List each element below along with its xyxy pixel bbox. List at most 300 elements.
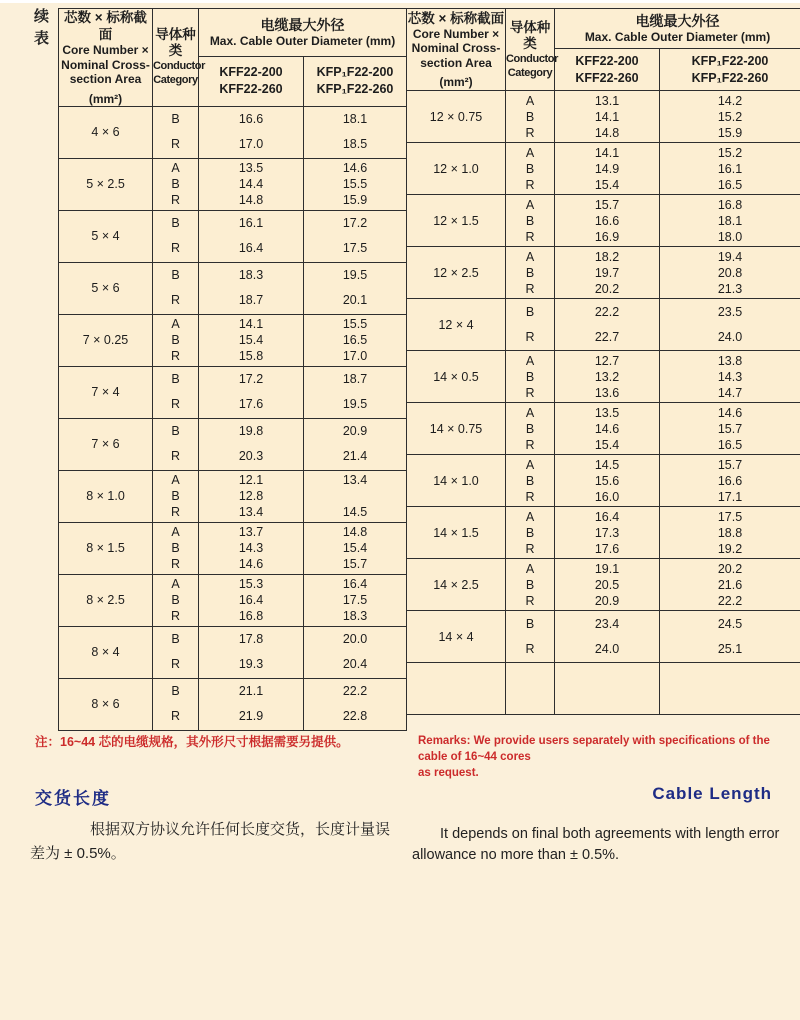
- conductor-cell-line: B: [171, 372, 180, 386]
- conductor-cell-line: A: [171, 525, 180, 539]
- kfp-value-cell-line: 17.5: [342, 593, 368, 607]
- kfp-value-cell-line: 17.5: [717, 509, 743, 524]
- kff-value-cell-line: 21.1: [238, 684, 264, 698]
- conductor-cell: [506, 351, 555, 403]
- spec-cell: 12 × 1.0: [407, 143, 506, 195]
- kfp-value-cell-line: 18.8: [717, 525, 743, 540]
- kfp-model-2: KFP₁F22-260: [691, 70, 769, 85]
- conductor-cell-line: B: [171, 112, 180, 126]
- table-row: [407, 247, 800, 299]
- conductor-cell-line: B: [171, 268, 180, 282]
- kfp-value-cell: [660, 663, 800, 715]
- conductor-cell-line: B: [525, 525, 535, 540]
- table-header-right: [407, 9, 800, 91]
- kff-value-cell-line: 15.3: [238, 577, 264, 591]
- spec-cell: 14 × 1.5: [407, 507, 506, 559]
- section-title-chinese: 交货长度: [35, 789, 111, 808]
- conductor-cell-line: R: [170, 557, 181, 571]
- conductor-cell-line: B: [171, 177, 180, 191]
- kfp-value-cell: [304, 522, 407, 574]
- kfp-value-cell-line: 16.5: [717, 437, 743, 452]
- kff-value-cell-line: 14.3: [238, 541, 264, 555]
- kff-value-cell: [199, 210, 304, 262]
- conductor-cell-line: R: [170, 137, 181, 151]
- table-row: [407, 143, 800, 195]
- kfp-value-cell-line: 16.4: [342, 577, 368, 591]
- conductor-cell-line: A: [171, 473, 180, 487]
- spec-header: [59, 9, 153, 107]
- kfp-value-cell-line: 15.7: [717, 421, 743, 436]
- kff-value-cell-line: 15.8: [238, 349, 264, 363]
- conductor-cell-line: R: [170, 609, 181, 623]
- spec-header-en-3: section Area: [420, 55, 492, 70]
- kff-value-cell-line: 16.8: [238, 609, 264, 623]
- kff-value-cell-line: 13.5: [238, 161, 264, 175]
- kff-value-cell-line: 19.1: [594, 561, 620, 576]
- kff-value-cell: [199, 106, 304, 158]
- kff-value-cell-line: 15.4: [594, 437, 620, 452]
- kff-value-cell-line: 16.9: [594, 229, 620, 244]
- spec-header-en-2: Nominal Cross-: [61, 57, 150, 72]
- spec-cell: 8 × 1.0: [59, 470, 153, 522]
- kfp-value-cell-line: 20.8: [717, 265, 743, 280]
- kff-value-cell-line: 12.1: [238, 473, 264, 487]
- kff-value-cell-line: 16.6: [594, 213, 620, 228]
- conductor-cell-line: A: [525, 249, 535, 264]
- continued-char-2: 表: [34, 30, 50, 47]
- conductor-cell: [506, 299, 555, 351]
- kfp-value-cell: [304, 314, 407, 366]
- kfp-value-cell-line: 15.7: [717, 457, 743, 472]
- conductor-cell: [506, 195, 555, 247]
- conductor-cell-line: R: [525, 281, 535, 296]
- conductor-header-en-2: Category: [507, 66, 553, 79]
- table-row: [407, 351, 800, 403]
- conductor-cell-line: B: [525, 577, 535, 592]
- conductor-cell-line: R: [525, 437, 535, 452]
- conductor-cell-line: R: [525, 489, 535, 504]
- kfp-value-cell: [660, 559, 800, 611]
- conductor-cell-line: B: [171, 424, 180, 438]
- conductor-cell-line: R: [170, 397, 181, 411]
- table-row: [59, 626, 407, 678]
- conductor-cell-line: B: [525, 304, 535, 319]
- kfp-value-cell: [304, 262, 407, 314]
- cable-spec-table-right: [406, 8, 800, 715]
- kff-value-cell-line: 12.7: [594, 353, 620, 368]
- kfp-value-cell-line: 19.5: [342, 397, 368, 411]
- conductor-cell: [153, 210, 199, 262]
- section-body-chinese: 根据双方协议允许任何长度交货，长度计量误差为 ± 0.5%。: [30, 821, 391, 862]
- kfp-value-cell: [660, 403, 800, 455]
- kfp-model-2: KFP₁F22-260: [316, 82, 394, 97]
- spec-cell: [407, 663, 506, 715]
- kfp-value-cell-line: 15.2: [717, 145, 743, 160]
- kfp-value-cell: [304, 626, 407, 678]
- conductor-header-zh-1: 导体种: [509, 19, 551, 35]
- note-english: [418, 733, 790, 781]
- kfp-value-cell-line: 17.5: [342, 241, 368, 255]
- spec-cell: 8 × 6: [59, 678, 153, 730]
- table-header-left: [59, 9, 407, 107]
- kff-value-cell: [555, 299, 660, 351]
- kff-value-cell-line: 23.4: [594, 616, 620, 631]
- conductor-cell-line: A: [525, 353, 535, 368]
- kfp-value-cell: [660, 455, 800, 507]
- kfp-value-cell-line: 14.3: [717, 369, 743, 384]
- kff-value-cell: [555, 143, 660, 195]
- kfp-value-cell: [660, 91, 800, 143]
- spec-header: [407, 9, 506, 91]
- table-row: [407, 195, 800, 247]
- kfp-value-cell: [304, 678, 407, 730]
- conductor-cell: [153, 574, 199, 626]
- conductor-cell-line: B: [525, 109, 535, 124]
- kff-value-cell: [199, 366, 304, 418]
- conductor-cell-line: R: [525, 329, 535, 344]
- kfp-model-1: KFP₁F22-200: [316, 65, 394, 80]
- kfp-value-cell-line: 16.5: [717, 177, 743, 192]
- kfp-value-cell-line: 17.2: [342, 216, 368, 230]
- kff-value-cell-line: 20.9: [594, 593, 620, 608]
- kfp-model-1: KFP₁F22-200: [691, 53, 769, 68]
- kff-value-cell-line: 15.7: [594, 197, 620, 212]
- note-english-line-1: Remarks: We provide users separately with specifications of the cable of 16~44 cores: [418, 735, 770, 763]
- diameter-header-zh: 电缆最大外径: [260, 16, 345, 33]
- kff-value-cell-line: 17.3: [594, 525, 620, 540]
- kfp-value-cell-line: 14.8: [342, 525, 368, 539]
- spec-cell: 12 × 1.5: [407, 195, 506, 247]
- kfp-value-cell: [304, 418, 407, 470]
- kff-value-cell-line: 17.2: [238, 372, 264, 386]
- kff-value-cell: [199, 574, 304, 626]
- kff-value-cell: [199, 522, 304, 574]
- kfp-value-cell-line: 20.9: [342, 424, 368, 438]
- spec-cell: 8 × 4: [59, 626, 153, 678]
- conductor-cell: [153, 678, 199, 730]
- conductor-cell-line: A: [171, 317, 180, 331]
- conductor-cell-line: B: [525, 421, 535, 436]
- conductor-cell-line: A: [525, 405, 535, 420]
- conductor-cell-line: R: [170, 449, 181, 463]
- kff-value-cell-line: 20.3: [238, 449, 264, 463]
- spec-cell: 5 × 2.5: [59, 158, 153, 210]
- spec-cell: 7 × 0.25: [59, 314, 153, 366]
- diameter-header-en: Max. Cable Outer Diameter (mm): [584, 29, 771, 44]
- conductor-cell-line: B: [171, 593, 180, 607]
- kfp-value-cell-line: 18.7: [342, 372, 368, 386]
- kff-value-cell-line: 14.6: [594, 421, 620, 436]
- spec-cell: 7 × 4: [59, 366, 153, 418]
- kfp-value-cell-line: 22.8: [342, 709, 368, 723]
- kfp-value-cell-line: 18.0: [717, 229, 743, 244]
- kff-model-1: KFF22-200: [575, 53, 639, 68]
- conductor-cell: [506, 507, 555, 559]
- kfp-value-cell-line: 17.0: [342, 349, 368, 363]
- kff-value-cell-line: 17.6: [238, 397, 264, 411]
- kfp-value-cell-line: 20.0: [342, 632, 368, 646]
- section-body-english: It depends on final both agreements with length error allowance no more than ± 0.5%.: [412, 826, 780, 863]
- table-row: [407, 663, 800, 715]
- kfp-value-cell: [304, 210, 407, 262]
- table-row: [407, 507, 800, 559]
- conductor-cell: [506, 247, 555, 299]
- kfp-value-cell-line: 16.1: [717, 161, 743, 176]
- kff-value-cell: [199, 418, 304, 470]
- kfp-value-cell-line: 18.5: [342, 137, 368, 151]
- conductor-cell-line: B: [525, 265, 535, 280]
- conductor-cell-line: B: [171, 489, 180, 503]
- kff-model-2: KFF22-260: [219, 82, 283, 97]
- spec-cell: 8 × 1.5: [59, 522, 153, 574]
- kfp-value-cell-line: 15.5: [342, 317, 368, 331]
- spec-header-unit: (mm²): [88, 91, 123, 106]
- kff-value-cell-line: 16.6: [238, 112, 264, 126]
- conductor-cell-line: R: [170, 293, 181, 307]
- spec-cell: 4 × 6: [59, 106, 153, 158]
- table-body-left: [59, 106, 407, 730]
- kfp-value-cell-line: 20.2: [717, 561, 743, 576]
- section-title-english: Cable Length: [652, 784, 772, 803]
- kff-value-cell: [555, 507, 660, 559]
- kfp-value-cell-line: 15.4: [342, 541, 368, 555]
- kff-value-cell-line: 14.1: [594, 109, 620, 124]
- conductor-cell: [153, 262, 199, 314]
- kff-value-cell-line: 13.1: [594, 93, 620, 108]
- kfp-value-cell-line: 15.7: [342, 557, 368, 571]
- kfp-value-cell-line: 15.2: [717, 109, 743, 124]
- conductor-cell-line: B: [171, 541, 180, 555]
- conductor-header-en-2: Category: [153, 74, 198, 87]
- conductor-header: [506, 9, 559, 91]
- spec-cell: 12 × 2.5: [407, 247, 506, 299]
- kfp-value-cell-line: 22.2: [342, 684, 368, 698]
- kff-value-cell: [199, 678, 304, 730]
- conductor-cell-line: B: [525, 369, 535, 384]
- kfp-value-cell-line: 19.5: [342, 268, 368, 282]
- conductor-cell-line: R: [170, 349, 181, 363]
- kfp-value-cell-line: 21.6: [717, 577, 743, 592]
- kff-value-cell: [555, 403, 660, 455]
- table-row: [407, 559, 800, 611]
- kff-value-cell: [555, 455, 660, 507]
- kfp-value-cell-line: 20.1: [342, 293, 368, 307]
- conductor-cell-line: A: [525, 509, 535, 524]
- conductor-cell: [506, 611, 555, 663]
- kff-value-cell-line: 15.6: [594, 473, 620, 488]
- kff-value-cell-line: 16.4: [594, 509, 620, 524]
- conductor-cell: [153, 470, 199, 522]
- kff-value-cell-line: 17.8: [238, 632, 264, 646]
- kfp-value-cell-line: 24.5: [717, 616, 743, 631]
- kff-value-cell-line: 18.2: [594, 249, 620, 264]
- kff-value-cell: [199, 158, 304, 210]
- table-row: [59, 366, 407, 418]
- kfp-value-cell-line: 22.2: [717, 593, 743, 608]
- kfp-value-cell: [304, 106, 407, 158]
- table-row: [407, 403, 800, 455]
- spec-cell: 14 × 2.5: [407, 559, 506, 611]
- table-row: [59, 678, 407, 730]
- kff-value-cell-line: 24.0: [594, 641, 620, 656]
- conductor-cell-line: R: [170, 193, 181, 207]
- kff-value-cell: [555, 663, 660, 715]
- conductor-cell-line: B: [171, 684, 180, 698]
- kff-value-cell-line: 19.3: [238, 657, 264, 671]
- table-row: [59, 262, 407, 314]
- kff-value-cell-line: 14.6: [238, 557, 264, 571]
- conductor-header-zh-1: 导体种: [155, 27, 196, 43]
- conductor-cell-line: A: [525, 145, 535, 160]
- kff-value-cell: [199, 626, 304, 678]
- kff-value-cell: [199, 262, 304, 314]
- kfp-value-cell-line: 14.7: [717, 385, 743, 400]
- kfp-value-cell-line: 18.3: [342, 609, 368, 623]
- kff-model-header: [199, 56, 304, 106]
- conductor-cell-line: A: [525, 561, 535, 576]
- kff-value-cell: [555, 351, 660, 403]
- kfp-value-cell-line: 25.1: [717, 641, 743, 656]
- conductor-cell-line: A: [525, 457, 535, 472]
- kfp-value-cell-line: 16.8: [717, 197, 743, 212]
- conductor-cell-line: R: [525, 385, 535, 400]
- diameter-header: [199, 9, 407, 57]
- kff-value-cell-line: 22.7: [594, 329, 620, 344]
- continued-char-1: 续: [34, 8, 50, 25]
- conductor-cell: [506, 663, 555, 715]
- kfp-value-cell-line: 19.4: [717, 249, 743, 264]
- kff-value-cell-line: 15.4: [238, 333, 264, 347]
- spec-header-en-3: section Area: [69, 72, 142, 86]
- kfp-value-cell: [660, 299, 800, 351]
- kff-value-cell: [555, 247, 660, 299]
- conductor-cell-line: R: [525, 593, 535, 608]
- kff-value-cell-line: 20.2: [594, 281, 620, 296]
- kff-model-header: [555, 49, 660, 91]
- conductor-cell-line: R: [170, 505, 181, 519]
- conductor-cell-line: A: [171, 577, 180, 591]
- table-row: [59, 210, 407, 262]
- spec-cell: 5 × 4: [59, 210, 153, 262]
- conductor-cell-line: B: [525, 161, 535, 176]
- spec-cell: 12 × 0.75: [407, 91, 506, 143]
- kfp-value-cell: [304, 158, 407, 210]
- kfp-value-cell-line: 15.9: [342, 193, 368, 207]
- kff-value-cell-line: 17.0: [238, 137, 264, 151]
- diameter-header: [555, 9, 800, 49]
- conductor-cell-line: B: [525, 616, 535, 631]
- kff-value-cell-line: 13.6: [594, 385, 620, 400]
- conductor-cell-line: R: [170, 709, 181, 723]
- kfp-value-cell-line: 18.1: [342, 112, 368, 126]
- conductor-cell-line: B: [171, 333, 180, 347]
- kff-value-cell: [199, 314, 304, 366]
- conductor-cell: [153, 522, 199, 574]
- kfp-value-cell-line: 14.6: [342, 161, 368, 175]
- continued-table-label: [34, 9, 49, 46]
- kff-value-cell-line: 15.4: [594, 177, 620, 192]
- spec-header-zh: 芯数 × 标称截面: [407, 10, 505, 26]
- kff-value-cell-line: 14.1: [238, 317, 264, 331]
- kfp-value-cell-line: [304, 488, 406, 504]
- kff-value-cell-line: 16.4: [238, 593, 264, 607]
- table-row: [407, 455, 800, 507]
- kfp-value-cell: [660, 195, 800, 247]
- table-row: [59, 418, 407, 470]
- kff-value-cell: [555, 559, 660, 611]
- diameter-header-zh: 电缆最大外径: [635, 12, 720, 29]
- conductor-cell-line: B: [171, 216, 180, 230]
- conductor-cell-line: R: [525, 125, 535, 140]
- kfp-model-header: [304, 56, 407, 106]
- kfp-value-cell: [660, 247, 800, 299]
- conductor-cell: [153, 626, 199, 678]
- table-row: [59, 574, 407, 626]
- conductor-header: [153, 9, 206, 107]
- kff-value-cell-line: 16.4: [238, 241, 264, 255]
- kff-value-cell: [555, 611, 660, 663]
- kfp-value-cell: [304, 470, 407, 522]
- table-row: [59, 158, 407, 210]
- kfp-model-header: [660, 49, 800, 91]
- conductor-header-zh-2: 类: [168, 43, 183, 59]
- kff-value-cell: [555, 195, 660, 247]
- kff-value-cell-line: 21.9: [238, 709, 264, 723]
- conductor-cell-line: A: [525, 93, 535, 108]
- conductor-cell-line: B: [171, 632, 180, 646]
- conductor-header-en-1: Conductor: [506, 52, 559, 65]
- kff-value-cell-line: 19.7: [594, 265, 620, 280]
- conductor-cell: [506, 455, 555, 507]
- conductor-header-zh-2: 类: [523, 35, 537, 51]
- table-row: [59, 522, 407, 574]
- note-english-line-2: as request.: [418, 767, 479, 779]
- spec-header-en-1: Core Number ×: [62, 43, 149, 57]
- conductor-cell: [506, 403, 555, 455]
- kff-value-cell-line: 17.6: [594, 541, 620, 556]
- kfp-value-cell-line: 17.1: [717, 489, 743, 504]
- kfp-value-cell: [304, 366, 407, 418]
- kfp-value-cell-line: 21.3: [717, 281, 743, 296]
- spec-cell: 14 × 1.0: [407, 455, 506, 507]
- kfp-value-cell-line: 13.4: [342, 473, 368, 487]
- spec-header-unit: (mm²): [439, 75, 473, 90]
- kfp-value-cell: [660, 611, 800, 663]
- conductor-cell-line: R: [170, 241, 181, 255]
- conductor-cell: [153, 314, 199, 366]
- kfp-value-cell-line: 13.8: [717, 353, 743, 368]
- kfp-value-cell-line: 14.5: [342, 505, 368, 519]
- kff-value-cell-line: 16.1: [238, 216, 264, 230]
- kfp-value-cell-line: 14.2: [717, 93, 743, 108]
- kff-value-cell-line: 13.7: [238, 525, 264, 539]
- kff-value-cell-line: 16.0: [594, 489, 620, 504]
- kff-value-cell-line: 14.5: [594, 457, 620, 472]
- kfp-value-cell-line: 24.0: [717, 329, 743, 344]
- cable-spec-table-left: [58, 8, 407, 731]
- kff-value-cell-line: 20.5: [594, 577, 620, 592]
- kff-value-cell-line: 14.8: [594, 125, 620, 140]
- spec-header-zh: 芯数 × 标称截面: [64, 10, 147, 42]
- spec-header-en-2: Nominal Cross-: [411, 41, 501, 56]
- table-row: [407, 299, 800, 351]
- kff-value-cell-line: 13.2: [594, 369, 620, 384]
- kff-value-cell-line: 19.8: [238, 424, 264, 438]
- conductor-cell: [153, 158, 199, 210]
- conductor-header-en-1: Conductor: [153, 60, 206, 73]
- conductor-cell-line: R: [525, 177, 535, 192]
- kfp-value-cell-line: 19.2: [717, 541, 743, 556]
